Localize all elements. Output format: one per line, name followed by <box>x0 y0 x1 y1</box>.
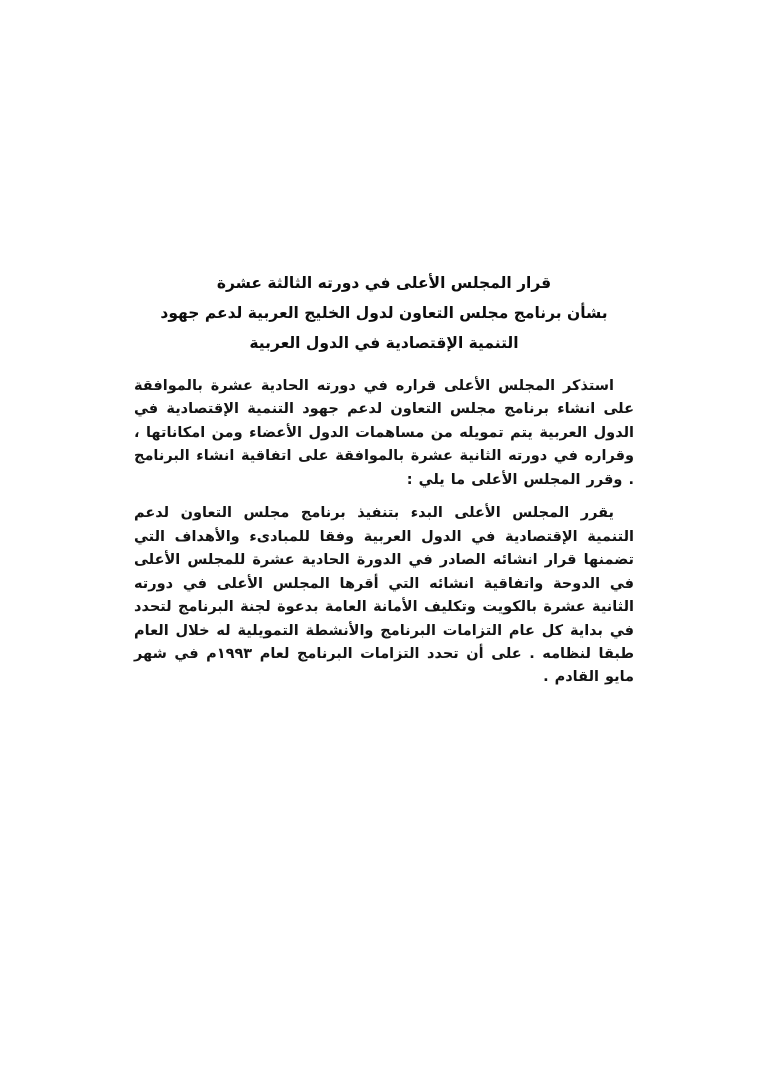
document-content <box>134 0 634 690</box>
title-line-3: التنمية الإقتصادية في الدول العربية <box>249 334 519 353</box>
title-line-2: بشأن برنامج مجلس التعاون لدول الخليج العربية لدعم جهود <box>160 304 608 323</box>
paragraph-resolution: يقرر المجلس الأعلى البدء بتنفيذ برنامج مجلس التعاون لدعم التنمية الإقتصادية في الدول العربية وفقا للمبادىء والأهداف التي تضمنها قرار انشائه الصادر في الدورة الحادية عشرة للمجلس الأعلى في الدوحة واتفاقية انشائه التي أقرها المجلس الأعلى في دورته الثانية عشرة بالكويت وتكليف الأمانة العامة بدعوة لجنة البرنامج لتحدد في بداية كل عام التزامات البرنامج والأنشطة التمويلية له خلال العام طبقا لنظامه . على أن تحدد التزامات البرنامج لعام ١٩٩٣م في شهر مايو القادم . <box>134 505 634 686</box>
paragraph-recital: استذكر المجلس الأعلى قراره في دورته الحادية عشرة بالموافقة على انشاء برنامج مجلس التعاون لدعم جهود التنمية الإقتصادية في الدول العربية يتم تمويله من مساهمات الدول الأعضاء ومن امكاناتها ، وقراره في دورته الثانية عشرة بالموافقة على اتفاقية انشاء البرنامج . وقرر المجلس الأعلى ما يلي : <box>134 377 634 488</box>
document-title <box>134 268 634 359</box>
title-line-1: قرار المجلس الأعلى في دورته الثالثة عشرة <box>216 274 552 292</box>
